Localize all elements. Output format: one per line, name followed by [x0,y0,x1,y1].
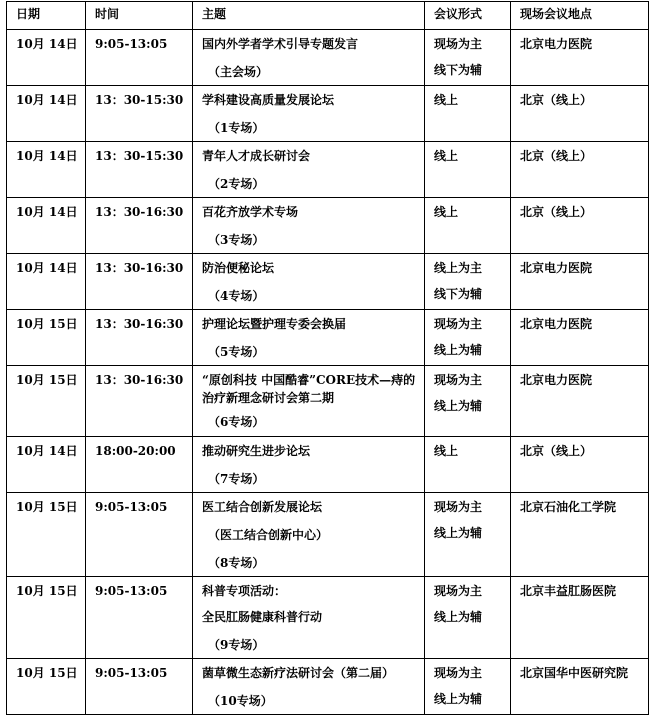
mode-line: 线上为辅 [434,343,483,357]
topic-session: （10专场） [208,694,273,708]
cell-location: 北京电力医院 [511,30,649,86]
mode-line: 现场为主 [434,37,483,51]
cell-location [511,659,649,715]
cell-topic [193,437,425,493]
topic-session: （8专场） [208,556,265,570]
topic-title: 菌草微生态新疗法研讨会（第二届） [202,666,395,680]
cell-time: 9:05-13:05 [86,659,193,715]
mode-line: 现场为主 [434,317,483,331]
table-row [7,366,649,437]
topic-session: （3专场） [208,233,265,247]
cell-topic [193,659,425,715]
cell-time: 13：30-16:30 [86,366,193,437]
cell-topic [193,254,425,310]
topic-subtitle: （医工结合创新中心） [208,528,329,542]
cell-mode [425,437,511,493]
topic-title: 推动研究生进步论坛 [202,444,311,458]
cell-time: 13：30-15:30 [86,86,193,142]
cell-time: 13：30-15:30 [86,142,193,198]
schedule-table [6,1,649,715]
topic-title: 国内外学者学术引导专题发言 [202,37,359,51]
topic-session: （6专场） [208,415,265,429]
cell-time: 13：30-16:30 [86,310,193,366]
table-row [7,310,649,366]
table-row [7,659,649,715]
header-topic: 主题 [193,2,425,30]
mode-line: 线上 [434,93,459,107]
mode-line: 线上为辅 [434,610,483,624]
cell-time: 13：30-16:30 [86,254,193,310]
mode-line: 现场为主 [434,500,483,514]
topic-title: 百花齐放学术专场 [202,205,299,219]
topic-session: （2专场） [208,177,265,191]
topic-session: （5专场） [208,345,265,359]
cell-date: 10月 14日 [7,142,86,198]
mode-line: 线上为辅 [434,692,483,706]
header-time: 时间 [86,2,193,30]
mode-line: 线上为辅 [434,526,483,540]
cell-location: 北京石油化工学院 [511,493,649,577]
cell-location: 北京（线上） [511,142,649,198]
cell-topic [193,366,425,437]
table-row [7,254,649,310]
cell-time: 9:05-13:05 [86,493,193,577]
cell-date: 10月 14日 [7,198,86,254]
header-mode: 会议形式 [425,2,511,30]
table-row [7,493,649,577]
cell-mode [425,86,511,142]
cell-date: 10月 14日 [7,437,86,493]
mode-line: 线上 [434,444,459,458]
cell-topic [193,310,425,366]
cell-location: 北京电力医院 [511,310,649,366]
cell-date: 10月 15日 [7,366,86,437]
cell-mode [425,142,511,198]
header-location: 现场会议地点 [511,2,649,30]
topic-session: （主会场） [208,65,269,79]
mode-line: 现场为主 [434,666,483,680]
mode-line: 线上为主 [434,261,483,275]
mode-line: 线下为辅 [434,63,483,77]
cell-date: 10月 15日 [7,493,86,577]
topic-subtitle: 全民肛肠健康科普行动 [202,610,323,624]
mode-line: 线上 [434,205,459,219]
table-row [7,198,649,254]
table-row [7,30,649,86]
cell-topic [193,198,425,254]
cell-mode [425,254,511,310]
cell-date: 10月 14日 [7,86,86,142]
table-row [7,437,649,493]
cell-date: 10月 15日 [7,659,86,715]
cell-topic [193,142,425,198]
cell-date: 10月 14日 [7,254,86,310]
cell-mode [425,198,511,254]
table-row [7,142,649,198]
topic-session: （7专场） [208,472,265,486]
cell-location: 北京（线上） [511,437,649,493]
cell-location: 北京（线上） [511,198,649,254]
cell-time: 9:05-13:05 [86,30,193,86]
topic-title: 护理论坛暨护理专委会换届 [202,317,347,331]
cell-time: 13：30-16:30 [86,198,193,254]
cell-time: 9:05-13:05 [86,577,193,659]
mode-line: 现场为主 [434,373,483,387]
topic-title: 防治便秘论坛 [202,261,275,275]
cell-location: 北京电力医院 [511,366,649,437]
cell-mode [425,30,511,86]
cell-time: 18:00-20:00 [86,437,193,493]
cell-mode [425,659,511,715]
cell-date: 10月 15日 [7,577,86,659]
cell-mode [425,310,511,366]
cell-date: 10月 15日 [7,310,86,366]
cell-location: 北京（线上） [511,86,649,142]
table-row [7,577,649,659]
header-date: 日期 [7,2,86,30]
topic-session: （1专场） [208,121,265,135]
topic-title: 学科建设高质量发展论坛 [202,93,335,107]
topic-session: （4专场） [208,289,265,303]
topic-session: （9专场） [208,638,265,652]
mode-line: 现场为主 [434,584,483,598]
mode-line: 线上 [434,149,459,163]
topic-title: “原创科技 中国酷睿”CORE技术—痔的治疗新理念研讨会第二期 [202,373,416,405]
cell-location: 北京丰益肛肠医院 [511,577,649,659]
topic-title: 青年人才成长研讨会 [202,149,311,163]
cell-mode [425,366,511,437]
cell-location: 北京电力医院 [511,254,649,310]
cell-topic [193,30,425,86]
topic-title: 科普专项活动： [202,584,287,598]
topic-title: 医工结合创新发展论坛 [202,500,323,514]
table-header-row [7,2,649,30]
location-text: 北京国华中医研究院 [520,666,629,680]
cell-mode [425,493,511,577]
mode-line: 线上为辅 [434,399,483,413]
cell-topic [193,86,425,142]
cell-topic [193,493,425,577]
cell-topic [193,577,425,659]
cell-mode [425,577,511,659]
cell-date: 10月 14日 [7,30,86,86]
table-row [7,86,649,142]
mode-line: 线下为辅 [434,287,483,301]
